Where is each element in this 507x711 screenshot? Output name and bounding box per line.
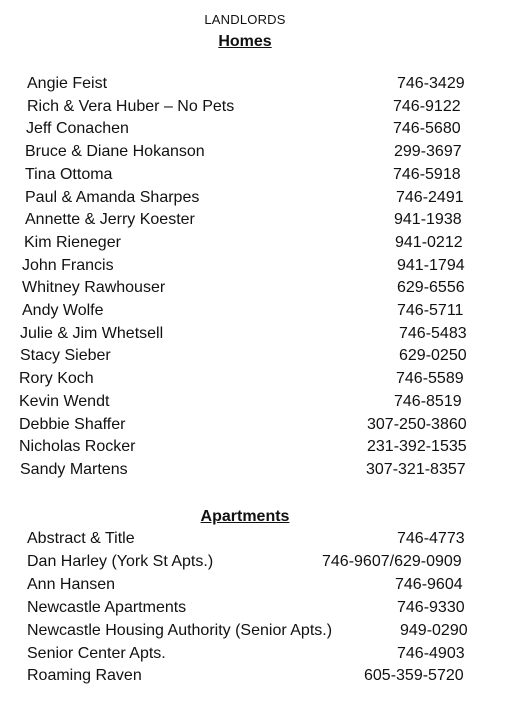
home-landlord-name: Debbie Shaffer [19,415,126,433]
apartment-landlord-phone: 746-9604 [395,575,463,593]
home-landlord-name: Andy Wolfe [22,302,104,319]
home-landlord-name: Julie & Jim Whetsell [20,324,164,342]
home-landlord-row [0,277,507,299]
home-landlord-row [0,164,507,186]
apartment-landlord-row [0,597,507,619]
home-landlord-row [0,391,507,413]
home-landlord-row [0,255,507,277]
home-landlord-phone: 231-392-1535 [367,438,467,456]
apartment-landlord-name: Newcastle Apartments [27,598,187,616]
apartment-landlord-name: Ann Hansen [27,575,116,593]
home-landlord-phone: 941-1794 [397,256,465,274]
home-landlord-row [0,414,507,436]
home-landlord-row [0,368,507,390]
home-landlord-phone: 746-5589 [396,370,464,388]
home-landlord-name: Jeff Conachen [26,120,129,138]
home-landlord-name: Rich & Vera Huber – No Pets [27,97,235,115]
apartment-landlord-phone: 949-0290 [400,621,468,639]
home-landlord-name: Annette & Jerry Koester [25,211,195,229]
home-landlord-name: Bruce & Diane Hokanson [25,143,205,161]
home-landlord-name: Stacy Sieber [20,347,111,365]
home-landlord-name: John Francis [22,256,114,274]
home-landlord-phone: 299-3697 [394,143,462,161]
home-landlord-phone: 941-0212 [395,233,463,251]
home-landlord-name: Nicholas Rocker [19,438,136,456]
home-landlord-phone: 629-6556 [397,279,465,297]
home-landlord-row [0,96,507,118]
apartment-landlord-phone: 746-4903 [397,644,465,662]
apartment-landlord-phone: 746-4773 [397,530,465,547]
home-landlord-row [0,187,507,209]
document-title: LANDLORDS [204,12,286,27]
home-landlord-phone: 629-0250 [399,347,467,365]
home-landlord-phone: 941-1938 [394,211,462,229]
apartment-landlord-row [0,620,507,642]
apartment-landlord-row [0,528,507,550]
apartment-landlord-name: Newcastle Housing Authority (Senior Apts.) [27,621,333,639]
home-landlord-name: Angie Feist [27,75,108,92]
home-landlord-name: Rory Koch [19,370,94,388]
home-landlord-row [0,209,507,231]
home-landlord-phone: 746-5483 [399,324,467,342]
apartment-landlord-row [0,665,507,687]
home-landlord-phone: 746-2491 [396,188,464,206]
apartment-landlord-phone: 605-359-5720 [364,667,464,685]
home-landlord-row [0,345,507,367]
home-landlord-phone: 746-5711 [397,302,464,319]
home-landlord-name: Kim Rieneger [24,233,121,251]
home-landlord-row [0,118,507,140]
apartment-landlord-row [0,574,507,596]
home-landlord-name: Kevin Wendt [19,392,110,410]
apartment-landlord-row [0,643,507,665]
home-landlord-phone: 746-9122 [393,97,461,115]
home-landlord-row [0,141,507,163]
apartment-landlord-phone: 746-9607/629-0909 [322,552,462,570]
apartment-landlord-phone: 746-9330 [397,598,465,616]
home-landlord-row [0,232,507,254]
home-landlord-phone: 307-250-3860 [367,415,467,433]
home-landlord-phone: 746-3429 [397,75,465,92]
homes-heading: Homes [218,33,272,50]
home-landlord-row [0,300,507,322]
apartment-landlord-name: Senior Center Apts. [27,644,166,662]
apartment-landlord-name: Roaming Raven [27,667,142,685]
home-landlord-phone: 746-5680 [393,120,461,138]
home-landlord-name: Sandy Martens [20,460,128,478]
home-landlord-row [0,73,507,95]
apartment-landlord-row [0,551,507,573]
apartment-landlord-name: Dan Harley (York St Apts.) [27,552,214,570]
home-landlord-row [0,436,507,458]
home-landlord-row [0,459,507,481]
home-landlord-phone: 746-5918 [393,165,461,183]
home-landlord-name: Whitney Rawhouser [22,279,166,297]
home-landlord-row [0,323,507,345]
home-landlord-name: Tina Ottoma [25,165,113,183]
home-landlord-phone: 746-8519 [394,392,462,410]
home-landlord-phone: 307-321-8357 [366,460,466,478]
home-landlord-name: Paul & Amanda Sharpes [25,188,200,206]
apartment-landlord-name: Abstract & Title [27,530,135,547]
apartments-heading: Apartments [200,508,290,525]
